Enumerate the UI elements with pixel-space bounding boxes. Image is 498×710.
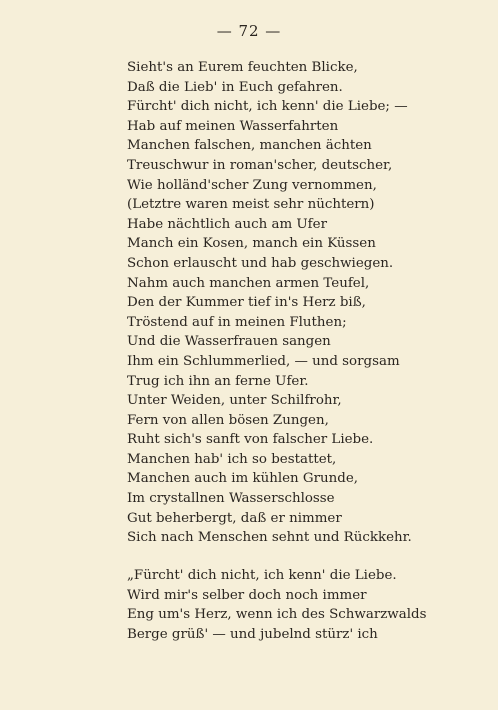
verse-line: Manchen falschen, manchen ächten: [127, 138, 372, 154]
verse-line: Manchen auch im kühlen Grunde,: [127, 471, 359, 487]
verse-line: „Fürcht' dich nicht, ich kenn' die Liebe.: [127, 568, 397, 583]
verse-line: Habe nächtlich auch am Ufer: [127, 216, 327, 232]
verse-line: Ruht sich's sanft von falscher Liebe.: [127, 432, 374, 448]
verse-line: Schon erlauscht und hab geschwiegen.: [127, 255, 394, 271]
stanza-2: [127, 566, 426, 644]
verse-line: Treuschwur in roman'scher, deutscher,: [127, 157, 393, 173]
verse-line: Sieht's an Eurem feuchten Blicke,: [127, 60, 358, 75]
verse-line: Gut beherbergt, daß er nimmer: [127, 510, 342, 526]
verse-line: Tröstend auf in meinen Fluthen;: [127, 314, 347, 330]
verse-line: Daß die Lieb' in Euch gefahren.: [127, 79, 343, 95]
verse-line: Ihm ein Schlummerlied, — und sorgsam: [127, 353, 400, 369]
verse-line: Trug ich ihn an ferne Ufer.: [127, 373, 309, 389]
verse-line: Und die Wasserfrauen sangen: [127, 334, 331, 350]
verse-line: Im crystallnen Wasserschlosse: [127, 491, 335, 507]
verse-line: Wie holländ'scher Zung vernommen,: [127, 177, 377, 193]
verse-line: Fern von allen bösen Zungen,: [127, 412, 329, 428]
verse-line: Manchen hab' ich so bestattet,: [127, 451, 337, 467]
verse-line: Eng um's Herz, wenn ich des Schwarzwalds: [127, 607, 427, 623]
verse-line: Sich nach Menschen sehnt und Rückkehr.: [127, 530, 412, 546]
verse-line: (Letztre waren meist sehr nüchtern): [127, 197, 375, 213]
verse-line: Den der Kummer tief in's Herz biß,: [127, 295, 366, 311]
verse-line: Berge grüß' — und jubelnd stürz' ich: [127, 626, 378, 642]
page-number: — 72 —: [216, 22, 282, 40]
verse-line: Hab auf meinen Wasserfahrten: [127, 118, 339, 134]
stanza-1: [127, 58, 412, 548]
verse-line: Unter Weiden, unter Schilfrohr,: [127, 393, 342, 409]
verse-line: Wird mir's selber doch noch immer: [127, 587, 367, 603]
verse-line: Manch ein Kosen, manch ein Küssen: [127, 236, 376, 252]
verse-line: Nahm auch manchen armen Teufel,: [127, 275, 370, 291]
verse-line: Fürcht' dich nicht, ich kenn' die Liebe; —: [127, 99, 408, 115]
